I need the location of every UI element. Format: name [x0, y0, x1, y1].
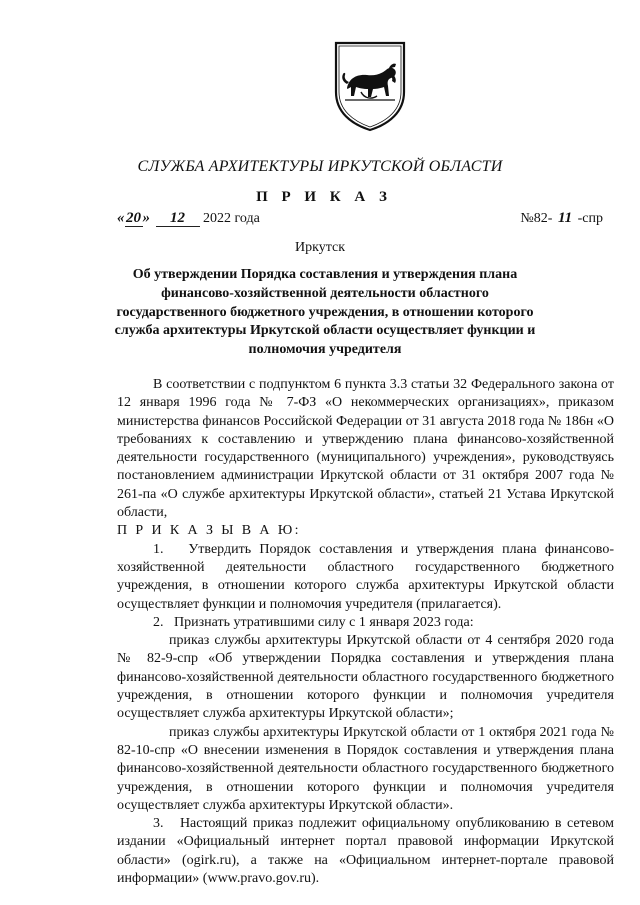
document-body [117, 376, 614, 888]
date-month: 12 [156, 211, 200, 227]
date-open-quote: « [117, 210, 125, 226]
order-word: П Р И К А З Ы В А Ю: [117, 523, 301, 539]
babr-icon [331, 40, 409, 132]
document-type-heading: П Р И К А З [256, 189, 392, 205]
document-number [520, 210, 603, 227]
date-day: 20 [126, 210, 141, 226]
item-2b-paragraph: приказ службы архитектуры Иркутской области от 1 октября 2021 года № 82-10-спр «О внесении изменения в Порядок составления и утверждения плана финансово-хозяйственной деятельности областного государственного бюджетного учреждения, в отношении которого функции и полномочия учредителя осуществляет служба архитектуры Иркутской области». [117, 724, 614, 813]
number-prefix: №82- [520, 211, 553, 226]
item-2a-paragraph: приказ службы архитектуры Иркутской области от 4 сентября 2020 года № 82-9-спр «Об утверждении Порядка составления и утверждения плана финансово-хозяйственной деятельности областного государственного бюджетного учреждения, в отношении которого функции и полномочия учредителя осуществляет служба архитектуры Иркутской области»; [117, 633, 614, 722]
item-1-paragraph: 1. Утвердить Порядок составления и утверждения плана финансово-хозяйственной деятельности областного государственного бюджетного учреждения, в отношении которого служба архитектуры Иркутской области осуществляет функции и полномочия учредителя (прилагается). [117, 541, 614, 612]
coat-of-arms-emblem [331, 40, 409, 132]
date-close-quote: » [142, 210, 150, 226]
document-date [117, 210, 260, 227]
city-name: Иркутск [294, 240, 346, 255]
date-year: 2022 года [203, 211, 260, 226]
preamble-paragraph: В соответствии с подпунктом 6 пункта 3.3 статьи 32 Федерального закона от 12 января 1996 года № 7-ФЗ «О некоммерческих организациях», приказом министерства финансов Российской Федерации от 31 августа 2018 года № 186н «О требованиях к составлению и утверждению плана финансово-хозяйственной деятельности государственного (муниципального) учреждения», руководствуясь постановлением администрации Иркутской области от 31 октября 2007 года № 261-па «О службе архитектуры Иркутской области», статьей 21 Устава Иркутской области, [117, 377, 614, 521]
item-2-paragraph: 2. Признать утратившими силу с 1 января 2023 года: [153, 614, 474, 630]
number-suffix: -спр [577, 211, 603, 226]
document-title: Об утверждении Порядка составления и утверждения плана финансово-хозяйственной деятельности областного государственного бюджетного учреждения, в отношении которого служба архитектуры Иркутской области осуществляет функции и полномочия учредителя [114, 267, 536, 358]
organization-name: СЛУЖБА АРХИТЕКТУРЫ ИРКУТСКОЙ ОБЛАСТИ [137, 158, 503, 175]
item-3-paragraph: 3. Настоящий приказ подлежит официальному опубликованию в сетевом издании «Официальный интернет портал правовой информации Иркутской области» (ogirk.ru), а также на «Официальном интернет-портале правовой информации» (www.pravo.gov.ru). [117, 816, 614, 887]
number-value: 11 [557, 210, 573, 226]
